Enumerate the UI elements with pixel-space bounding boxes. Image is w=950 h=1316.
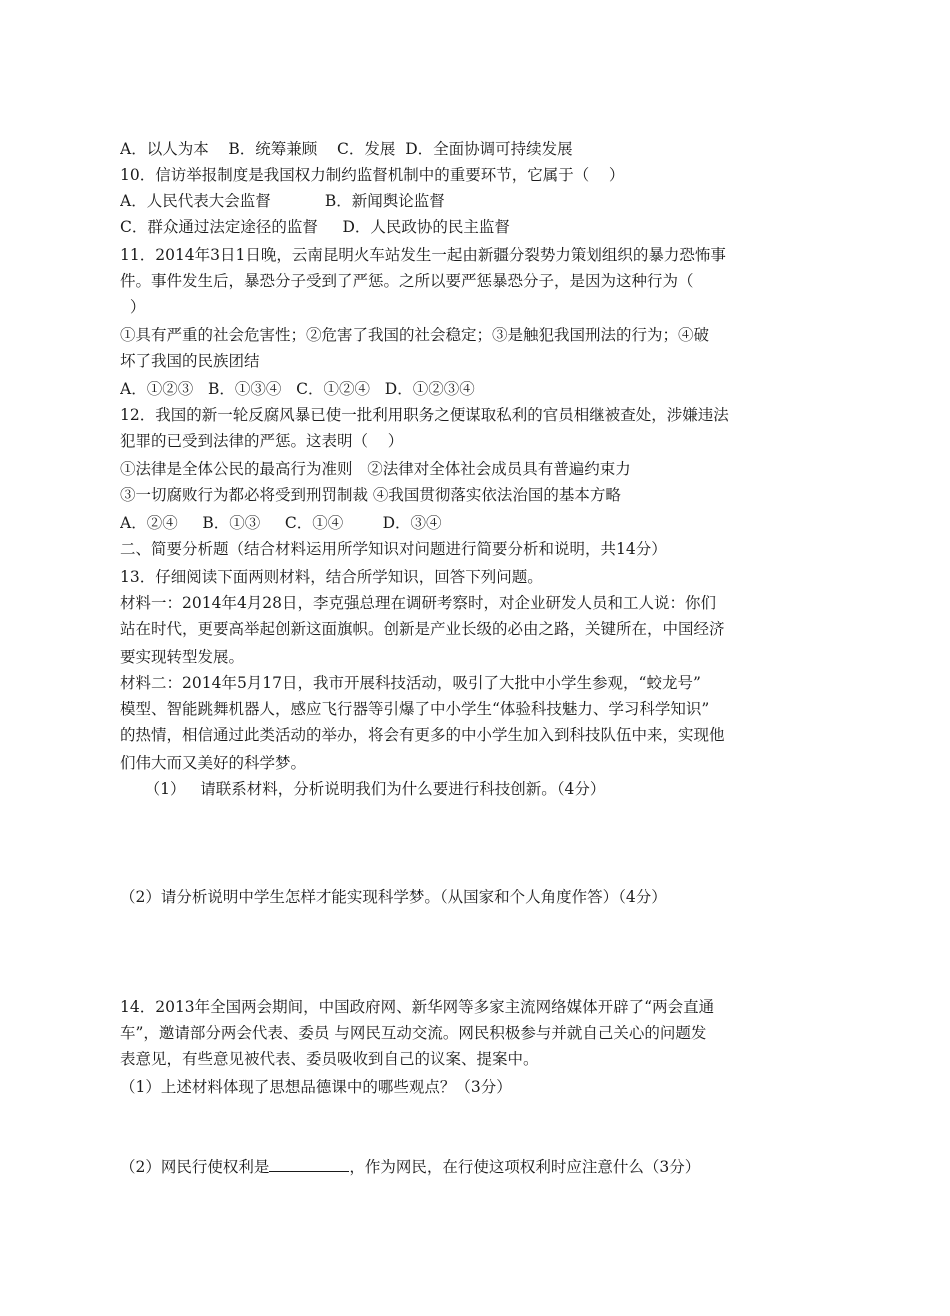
q9-options: A．以人为本 B．统筹兼顾 C．发展 D．全面协调可持续发展 [120, 140, 573, 158]
q13-material1-line2: 站在时代，更要高举起创新这面旗帜。创新是产业长级的必由之路，关键所在，中国经济 [120, 620, 725, 638]
q14-stem-line3: 表意见，有些意见被代表、委员吸收到自己的议案、提案中。 [120, 1050, 539, 1068]
q13-stem: 13．仔细阅读下面两则材料，结合所学知识，回答下列问题。 [120, 568, 543, 586]
q11-statements-line1: ①具有严重的社会危害性；②危害了我国的社会稳定；③是触犯我国刑法的行为；④破 [120, 326, 710, 344]
q13-subquestion-2: （2）请分析说明中学生怎样才能实现科学梦。（从国家和个人角度作答）（4分） [120, 888, 667, 906]
q12-stem-line2: 犯罪的已受到法律的严惩。这表明（ ） [120, 432, 404, 450]
q13-material2-line4: 们伟大而又美好的科学梦。 [120, 754, 307, 772]
q11-stem-line1: 11．2014年3日1日晚，云南昆明火车站发生一起由新疆分裂势力策划组织的暴力恐怖事 [120, 246, 726, 264]
q14-subquestion-2 [120, 1156, 832, 1178]
q14-subquestion-2-after: ，作为网民，在行使这项权利时应注意什么（3分） [349, 1158, 701, 1176]
q12-statements-line1: ①法律是全体公民的最高行为准则 ②法律对全体社会成员具有普遍约束力 [120, 460, 631, 478]
q11-options: A．①②③ B．①③④ C．①②④ D．①②③④ [120, 380, 475, 398]
q13-subquestion-1: （1） 请联系材料，分析说明我们为什么要进行科技创新。（4分） [120, 780, 606, 798]
q12-statements-line2: ③一切腐败行为都必将受到刑罚制裁 ④我国贯彻落实依法治国的基本方略 [120, 486, 621, 504]
q13-material1-line3: 要实现转型发展。 [120, 648, 245, 666]
q12-options: A．②④ B．①③ C．①④ D．③④ [120, 514, 442, 532]
q14-subquestion-2-before: （2）网民行使权利是 [120, 1158, 270, 1176]
q10-stem: 10．信访举报制度是我国权力制约监督机制中的重要环节，它属于（ ） [120, 166, 625, 184]
section-2-heading: 二、简要分析题（结合材料运用所学知识对问题进行简要分析和说明，共14分） [120, 540, 667, 558]
q14-stem-line1: 14．2013年全国两会期间，中国政府网、新华网等多家主流网络媒体开辟了“两会直通 [120, 998, 715, 1016]
q14-subquestion-1: （1）上述材料体现了思想品德课中的哪些观点？（3分） [120, 1078, 512, 1096]
q13-material2-line1: 材料二：2014年5月17日，我市开展科技活动，吸引了大批中小学生参观，“蛟龙号” [120, 674, 701, 692]
q13-material1-line1: 材料一：2014年4月28日，李克强总理在调研考察时，对企业研发人员和工人说：你们 [120, 594, 717, 612]
q14-stem-line2: 车”，邀请部分两会代表、委员 与网民互动交流。网民积极参与并就自己关心的问题发 [120, 1024, 707, 1042]
q11-stem-line2: 件。事件发生后，暴恐分子受到了严惩。之所以要严惩暴恐分子，是因为这种行为（ [120, 272, 694, 290]
q10-options-ab: A．人民代表大会监督 B．新闻舆论监督 [120, 192, 445, 210]
q13-material2-line2: 模型、智能跳舞机器人，感应飞行器等引爆了中小学生“体验科技魅力、学习科学知识” [120, 700, 710, 718]
answer-blank[interactable] [269, 1157, 349, 1172]
q11-statements-line2: 坏了我国的民族团结 [120, 352, 260, 370]
q12-stem-line1: 12．我国的新一轮反腐风暴已使一批利用职务之便谋取私利的官员相继被查处，涉嫌违法 [120, 406, 729, 424]
q10-options-cd: C．群众通过法定途径的监督 D．人民政协的民主监督 [120, 218, 510, 236]
q13-material2-line3: 的热情，相信通过此类活动的举办，将会有更多的中小学生加入到科技队伍中来，实现他 [120, 726, 725, 744]
q11-stem-line3: ） [120, 298, 146, 316]
